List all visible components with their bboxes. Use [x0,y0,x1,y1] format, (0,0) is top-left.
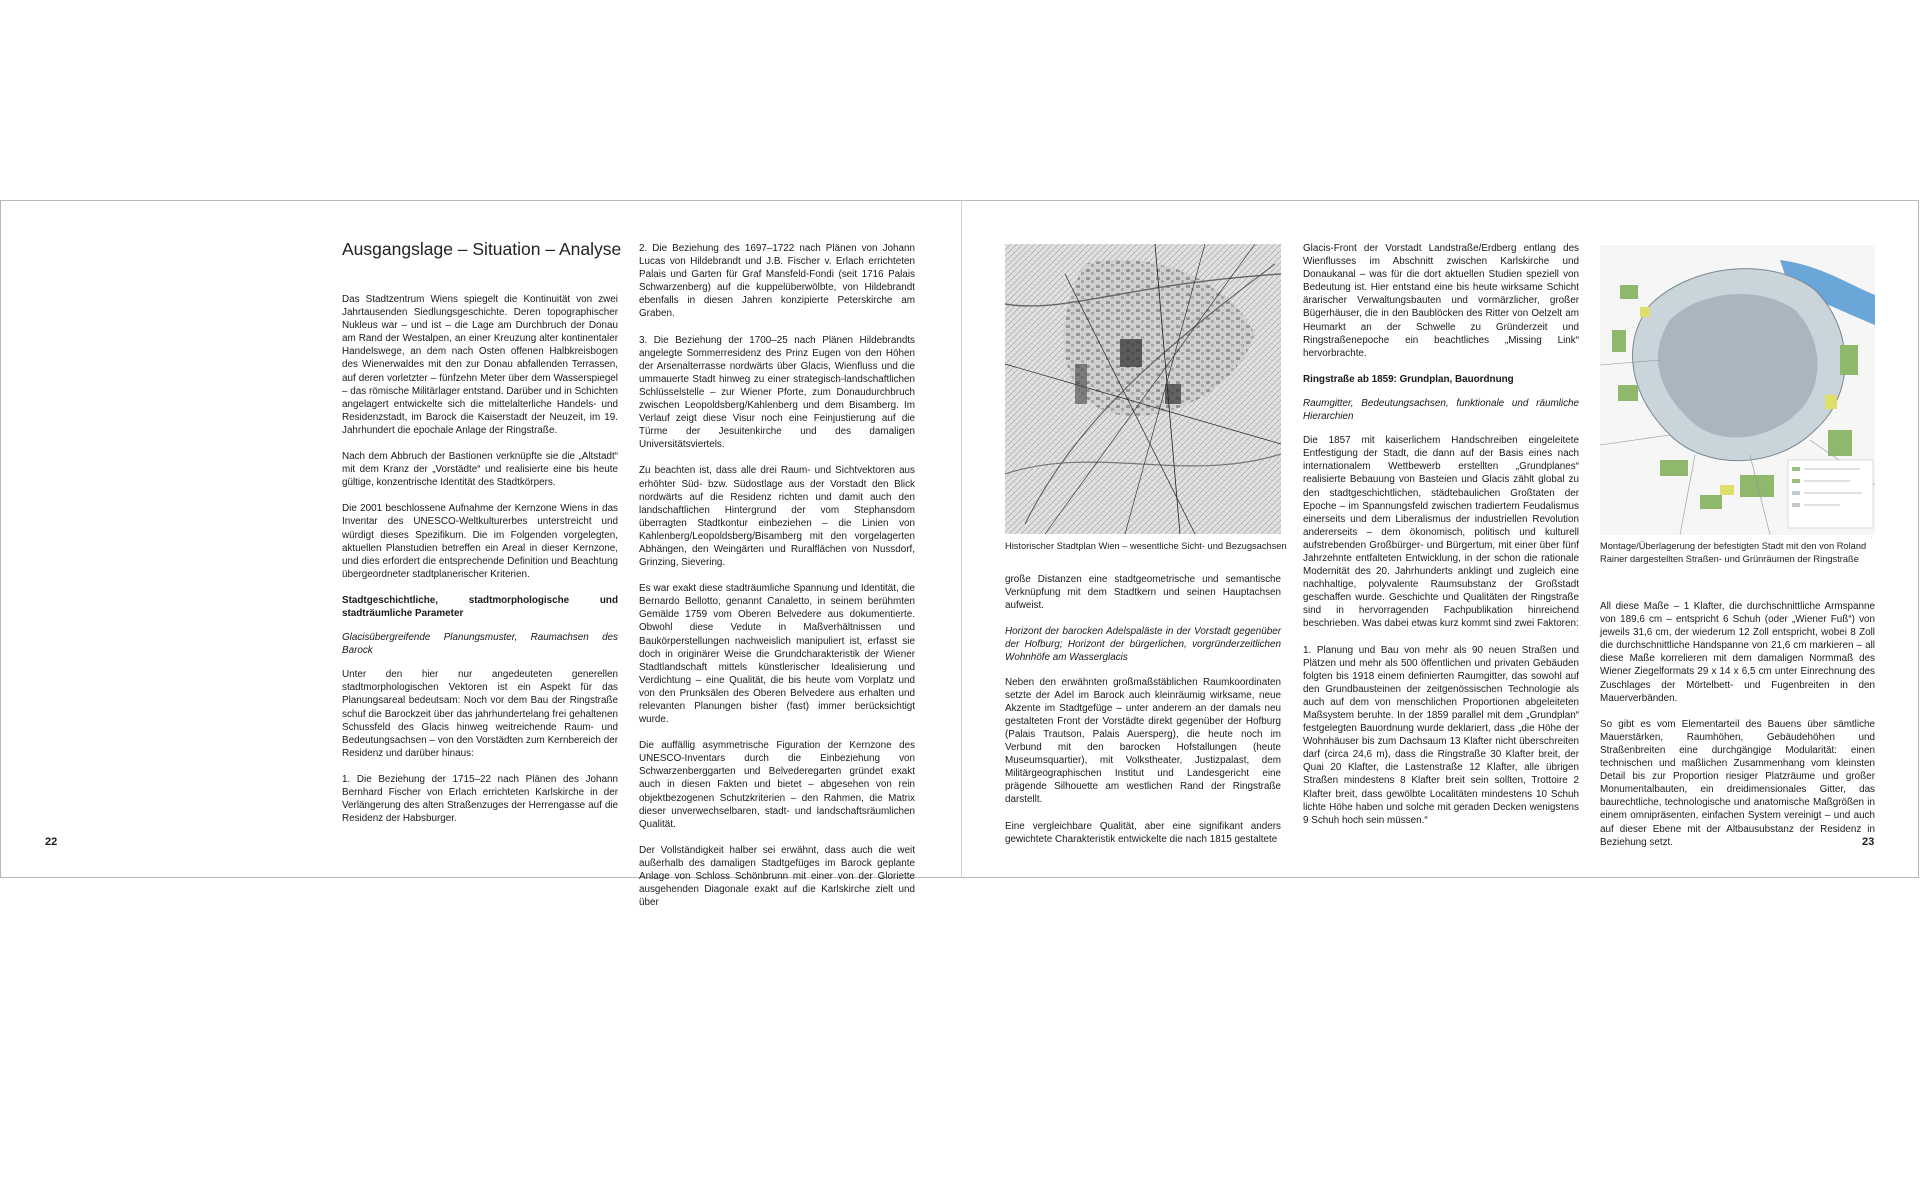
section-heading: Stadtgeschichtliche, stadtmorphologische und stadträumliche Parameter [342,594,618,619]
historic-city-map-figure [1005,244,1281,534]
paragraph: Unter den hier nur angedeuteten generellen stadtmorphologischen Vektoren ist ein Aspekt für das Planungsareal bedeutsam: Noch vor dem Bau der Ringstraße schuf die Barockzeit über das jahrhundertelang frei gehaltenen Schussfeld des Glacis hinweg weitreichende Raum- und Bedeutungsachsen – von den Vorstädten zum Kernbereich der Residenz und darüber hinaus: [342,669,618,759]
paragraph: So gibt es vom Elementarteil des Bauens über sämtliche Mauerstärken, Raumhöhen, Gebäudehöhen und Straßenbreiten eine durchgängige Modularität: einen technischen und maßlichen Zusammenhang vom kleinsten Detail bis zur Proportion riesiger Platzräume und großer Monumentalbauten, ein dreidimensionales Gitter, das baurechtliche, technologische und anatomische Maßgrößen in einem omnipräsenten, einfachen System vereinigt – und auch auf dieser Ebene mit der Altbausubstanz der Residenz in Beziehung setzt. [1600,718,1875,848]
paragraph: Die auffällig asymmetrische Figuration der Kernzone des UNESCO-Inventars durch die Einbeziehung von Schwarzenberggarten und Belvederegarten gründet exakt auch in diesen Fakten und bietet – abgesehen von rein objektbezogenen Schutzkriterien – den Rahmen, die Matrix dieser unverwechselbaren, stadt- und landschaftsräumlichen Qualität. [639,740,915,830]
subheading: Glacisübergreifende Planungsmuster, Raumachsen des Barock [342,632,618,657]
paragraph: 1. Die Beziehung der 1715–22 nach Plänen des Johann Bernhard Fischer von Erlach errichteten Karlskirche in der Verlängerung des alten Straßenzuges der Herrengasse auf die Residenz der Habsburger. [342,773,618,825]
paragraph: Es war exakt diese stadträumliche Spannung und Identität, die Bernardo Bellotto, genannt Canaletto, in seinem berühmten Gemälde 1759 vom Oberen Belvedere aus dokumentierte. Obwohl diese Vedute in Maßverhältnissen und Baukörperstellungen nachweislich manipuliert ist, erfasst sie doch in originärer Weise die Grundcharakteristik der Wiener Stadtlandschaft mittels künstlerischer Idealisierung und Verdichtung – eine Qualität, die bis heute vom Vorplatz und von den Prunksälen des Oberen Belvedere aus erhalten und relevanten Planungen bisher (fast) immer berücksichtigt wurde. [639,583,915,726]
paragraph: 3. Die Beziehung der 1700–25 nach Plänen Hildebrandts angelegte Sommerresidenz des Prinz Eugen von den Höhen der Arsenalterrasse nordwärts über Glacis, Wienfluss und die ummauerte Stadt hinweg zu einer strategisch-landschaftlichen Schlüsselstelle – zur Wiener Pforte, zum Donaudurchbruch zwischen Leopoldsberg/Kahlenberg und dem Bisamberg. Im Verlauf zeigt diese Visur noch eine Feinjustierung auf die Türme der Jesuitenkirche und des damaligen Universitätsviertels. [639,334,915,451]
figure1-caption: Historischer Stadtplan Wien – wesentliche Sicht- und Bezugsachsen [1005,541,1287,551]
ringstrasse-overlay-map-image [1600,245,1875,535]
paragraph: Die 1857 mit kaiserlichem Handschreiben eingeleitete Entfestigung der Stadt, die dann auf der Basis eines nach internationalem Wettbewerb erstellten „Grundplanes“ realisierte Bebauung von Basteien und Glacis zählt global zu den stadtgeschichtlichen, städtebaulichen Großtaten der Epoche – im Spannungsfeld zwischen tradiertem Feudalismus einerseits und dem Liberalismus der industriellen Revolution andererseits – dem ökonomisch, politisch und kulturell aufstrebenden Großbürger- und Bürgertum, mit einer über fünf Jahrzehnte entfalteten Entwicklung, in der schon die rationale Modernität des 20. Jahrhunderts anklingt und zugleich eine nachhaltige, polyvalente Raumsubstanz der Großstadt geschaffen wurde. Geschichte und Qualitäten der Ringstraße sind in hervorragenden Fachpublikation hinreichend beschrieben. Was dabei etwas kurz kommt sind zwei Faktoren: [1303,435,1579,630]
historic-city-map-image [1005,244,1281,534]
paragraph: Die 2001 beschlossene Aufnahme der Kernzone Wiens in das Inventar des UNESCO-Weltkulturerbes unterstreicht und würdigt dieses Spezifikum. Die im Folgenden vorgelegten, aktuellen Planstudien betreffen ein Areal in dieser Kernzone, und dies erfordert die entsprechende Definition und Beachtung übergeordneter stadtplanerischer Kriterien. [342,503,618,580]
text-column-4 [1303,242,1579,828]
subheading: Raumgitter, Bedeutungsachsen, funktionale und räumliche Hierarchien [1303,397,1579,423]
paragraph: Der Vollständigkeit halber sei erwähnt, dass auch die weit außerhalb des damaligen Stadtgefüges im Barock geplante Anlage von Schloss Schönbrunn mit einer von der Gloriette ausgehenden Diagonale exakt auf die Karlskirche zielt und über [639,844,915,909]
page-gutter [961,200,962,878]
section-heading: Ringstraße ab 1859: Grundplan, Bauordnung [1303,373,1514,385]
text-column-3 [1005,573,1281,845]
paragraph: 1. Planung und Bau von mehr als 90 neuen Straßen und Plätzen und mehr als 500 öffentlichen und privaten Gebäuden folgten bis 1918 einem definierten Raumgitter, das sowohl auf den Grundbausteinen der zeitgenössischen Technologie als auch auf dem von menschlichen Proportionen abgeleiteten Maßsystem beruhte. In der 1859 parallel mit dem „Grundplan“ festgelegten Bauordnung wurde deklariert, dass „die Höhe der Wohnhäuser bis zum Dachsaum 13 Klafter nicht überschreiten darf (circa 24,6 m), dass die Ringstraße 30 Klafter breit, der Quai 20 Klafter, die Lastenstraße 12 Klafter, alle übrigen Straßen mindestens 8 Klafter breit sein sollten, Trottoire 2 Klafter breit, dass gewölbte Localitäten mindestens 10 Schuh lichte Höhe haben und solche mit geraden Decken wenigstens 9 Schuh hoch sein müssen.“ [1303,644,1579,826]
paragraph: All diese Maße – 1 Klafter, die durchschnittliche Armspanne von 189,6 cm – entspricht 6 Schuh (oder „Wiener Fuß“) von jeweils 31,6 cm, der wiederum 12 Zoll entspricht, wobei 8 Zoll die durchschnittliche Handspanne von 21,6 cm markieren – all diese Maße korrelieren mit dem damaligen Normmaß des Wiener Ziegelformats 29 x 14 x 6,5 cm unter Einrechnung des Zuschlages der Mörtelbett- und Fugenbreiten in den Mauerverbänden. [1600,601,1875,704]
paragraph: Glacis-Front der Vorstadt Landstraße/Erdberg entlang des Wienflusses im Abschnitt zwischen Karlskirche und Donaukanal – was für die dort aktuellen Studien speziell von Bedeutung ist. Hier entstand eine bis heute wirksame Schicht ärarischer Verwaltungsbauten und vormärzlicher, großer Bügerhäuser, die in den Baublöcken des Ritter von Oelzelt am Heumarkt an der Schwelle zu Gründerzeit und Ringstraßenepoche ein beachtliches „Missing Link“ hervorbrachte. [1303,243,1579,359]
page-title: Ausgangslage – Situation – Analyse [342,239,622,259]
subheading: Horizont der barocken Adelspaläste in der Vorstadt gegenüber der Hofburg; Horizont der bürgerlichen, vorgründerzeitlichen Wohnhöfe am Wasserglacis [1005,626,1281,664]
figure2-caption: Montage/Überlagerung der befestigten Stadt mit den von Roland Rainer dargestellten Straßen- und Grünräumen der Ringstraße [1600,541,1867,564]
paragraph: Neben den erwähnten großmaßstäblichen Raumkoordinaten setzte der Adel im Barock auch kleinräumig wirksame, neue Akzente im Stadtgefüge – unter anderem an der damals neu gestalteten Front der Vorstädte direkt gegenüber der Hofburg (Palais Trautson, Palais Auersperg), die heute noch im Verbund mit den barocken Hofstallungen (heute Museumsquartier), mit Volkstheater, Justizpalast, dem Militärgeographischen Institut und Landesgericht eine prägende Silhouette am westlichen Rand der Ringstraße darstellt. [1005,676,1281,806]
paragraph: Zu beachten ist, dass alle drei Raum- und Sichtvektoren aus erhöhter Süd- bzw. Südostlage aus der Vorstadt den Blick nordwärts auf die Residenz richten und damit auch den landschaftlichen Hintergrund der vom Stephansdom überragten Stadtkontur einbeziehen – die Linien von Kahlenberg/Leopoldsberg/Bisamberg mit den vorgelagerten Abhängen, den Weingärten und Ruralflächen von Nussdorf, Grinzing, Sievering. [639,465,915,569]
paragraph: 2. Die Beziehung des 1697–1722 nach Plänen von Johann Lucas von Hildebrandt und J.B. Fischer v. Erlach errichteten Palais und Garten für Graf Mansfeld-Fondi (seit 1716 Palais Schwarzenberg) auf die kuppelüberwölbte, von Hildebrandt ebenfalls in diesen Jahren konzipierte Peterskirche am Graben. [639,243,915,320]
text-column-2 [639,242,915,909]
ringstrasse-overlay-map-figure [1600,245,1875,535]
paragraph: Eine vergleichbare Qualität, aber eine signifikant anders gewichtete Charakteristik entwickelte die nach 1815 gestaltete [1005,820,1281,845]
paragraph: große Distanzen eine stadtgeometrische und semantische Verknüpfung mit dem Stadtkern und seinen Hauptachsen aufweist. [1005,574,1281,612]
paragraph: Das Stadtzentrum Wiens spiegelt die Kontinuität von zwei Jahrtausenden Siedlungsgeschichte. Deren topographischer Nukleus war – und ist – die Lage am Durchbruch der Donau am Rand der Westalpen, an einer Kreuzung alter kontinentaler Handelswege, an dem nach Osten offenen Halbkreisbogen des Wienerwaldes mit den zur Donau abfallenden Terrassen, auf deren vorletzter – fünfzehn Meter über dem Wasserspiegel – das römische Militärlager entstand. Darüber und in Schichten angelagert entwickelte sich die mittelalterliche Handels- und Residenzstadt, im Barock die Kaiserstadt der Neuzeit, im 19. Jahrhundert die epochale Anlage der Ringstraße. [342,294,618,436]
page-number-left: 22 [45,836,58,848]
text-column-1 [342,293,618,828]
page-number-right: 23 [1862,836,1875,848]
paragraph: Nach dem Abbruch der Bastionen verknüpfte sie die „Altstadt“ mit dem Kranz der „Vorstädte“ und realisierte eine bis heute gültige, konzentrische Identität des Stadtkörpers. [342,451,618,489]
